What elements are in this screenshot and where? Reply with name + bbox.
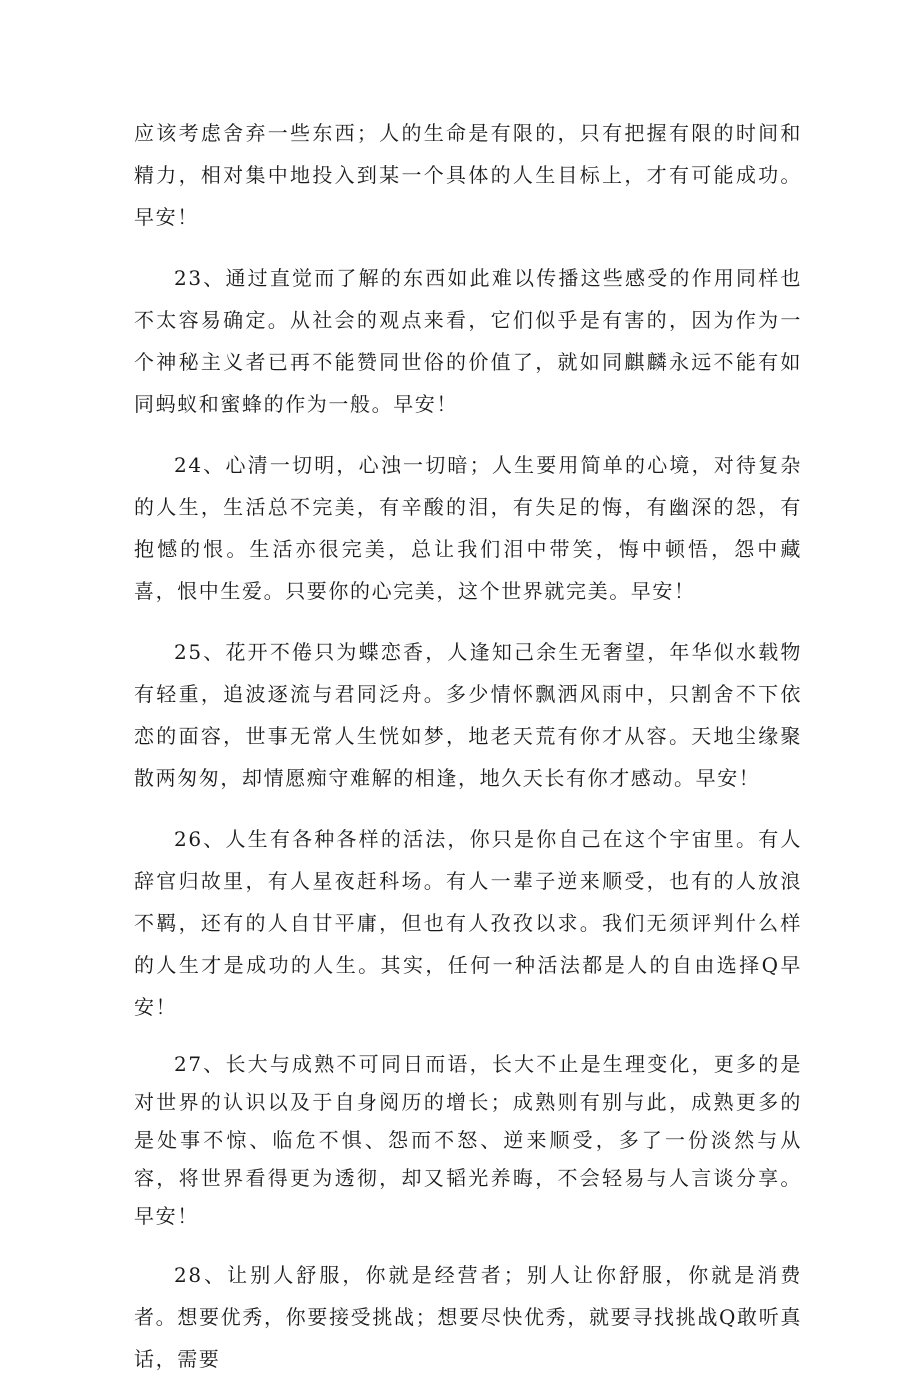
document-body bbox=[134, 112, 802, 1399]
paragraph-continuation: 应该考虑舍弃一些东西；人的生命是有限的，只有把握有限的时间和精力，相对集中地投入到某一个具体的人生目标上，才有可能成功。早安！ bbox=[134, 121, 802, 229]
paragraph-26: 26、人生有各种各样的活法，你只是你自己在这个宇宙里。有人辞官归故里，有人星夜赶科场。有人一辈子逆来顺受，也有的人放浪不羁，还有的人自甘平庸，但也有人孜孜以求。我们无须评判什么样的人生才是成功的人生。其实，任何一种活法都是人的自由选择Q早安！ bbox=[134, 827, 802, 1019]
paragraph-25: 25、花开不倦只为蝶恋香，人逢知己余生无奢望，年华似水载物有轻重，追波逐流与君同泛舟。多少情怀飘洒风雨中，只割舍不下依恋的面容，世事无常人生恍如梦，地老天荒有你才从容。天地尘缘聚散两匆匆，却情愿痴守难解的相逢，地久天长有你才感动。早安！ bbox=[134, 640, 802, 790]
paragraph-27: 27、长大与成熟不可同日而语，长大不止是生理变化，更多的是对世界的认识以及于自身阅历的增长；成熟则有别与此，成熟更多的是处事不惊、临危不惧、怨而不怒、逆来顺受，多了一份淡然与从容，将世界看得更为透彻，却又韬光养晦，不会轻易与人言谈分享。早安！ bbox=[134, 1052, 802, 1228]
paragraph-24: 24、心清一切明，心浊一切暗；人生要用简单的心境，对待复杂的人生，生活总不完美，有辛酸的泪，有失足的悔，有幽深的怨，有抱憾的恨。生活亦很完美，总让我们泪中带笑，悔中顿悟，怨中藏喜，恨中生爱。只要你的心完美，这个世界就完美。早安！ bbox=[134, 453, 802, 603]
paragraph-23: 23、通过直觉而了解的东西如此难以传播这些感受的作用同样也不太容易确定。从社会的观点来看，它们似乎是有害的，因为作为一个神秘主义者已再不能赞同世俗的价值了，就如同麒麟永远不能有如同蚂蚁和蜜蜂的作为一般。早安！ bbox=[134, 266, 802, 416]
paragraph-28: 28、让别人舒服，你就是经营者；别人让你舒服，你就是消费者。想要优秀，你要接受挑战；想要尽快优秀，就要寻找挑战Q敢听真话，需要 bbox=[134, 1263, 802, 1371]
